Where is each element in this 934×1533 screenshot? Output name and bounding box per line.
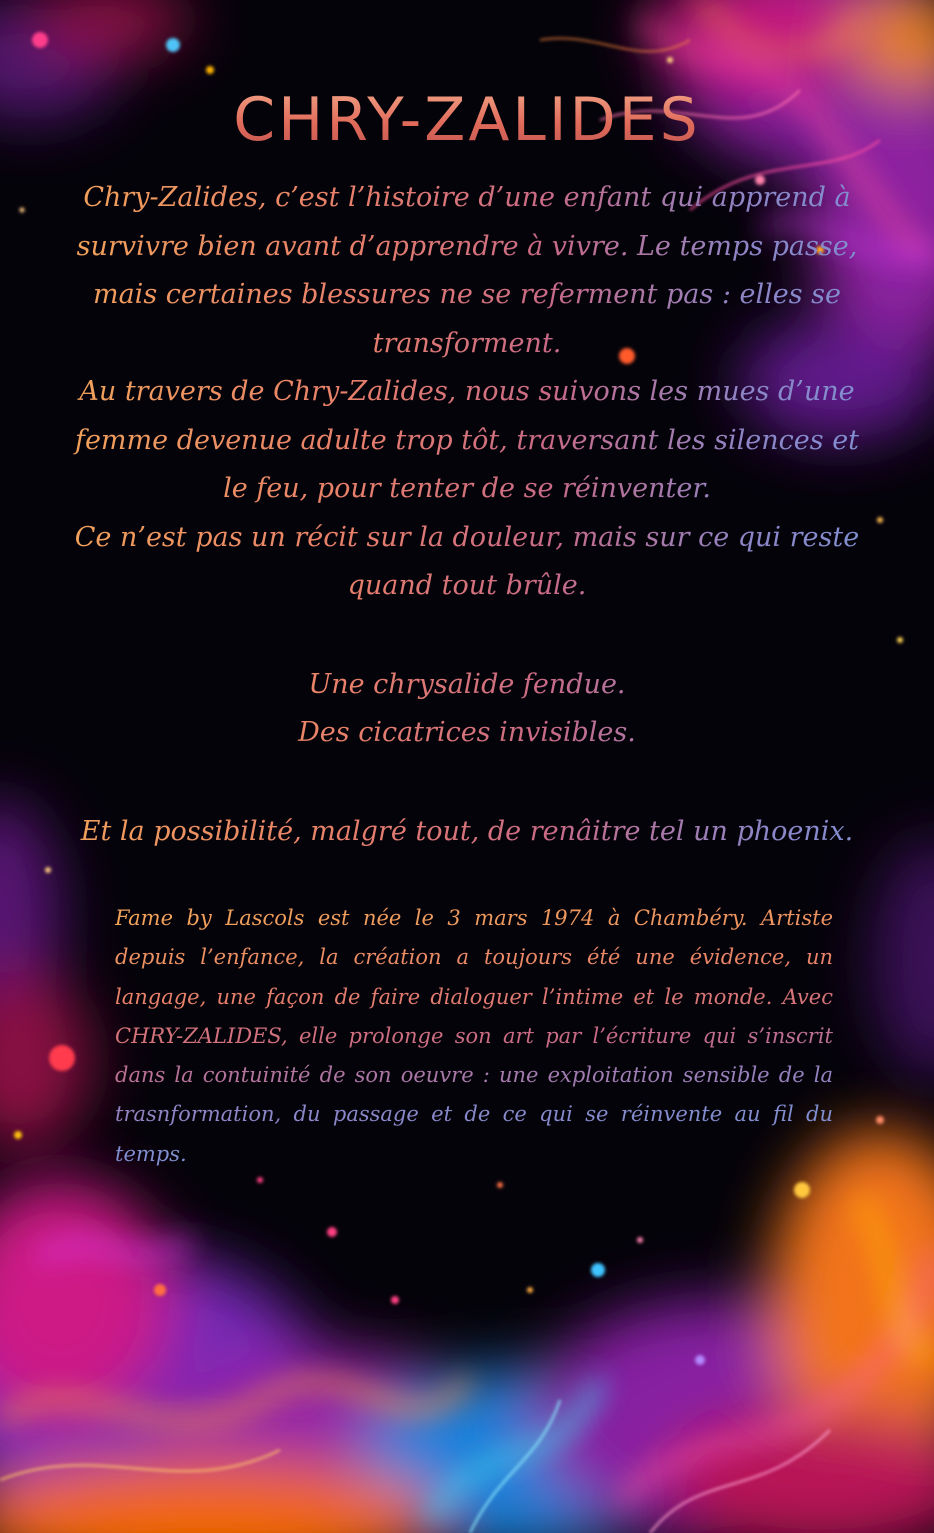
synopsis [60,174,874,611]
synopsis-paragraph-3: Ce n’est pas un récit sur la douleur, mais sur ce qui reste quand tout brûle. [60,514,874,611]
author-bio-text: Fame by Lascols est née le 3 mars 1974 à Chambéry. Artiste depuis l’enfance, la création a toujours été une évidence, un langage, une façon de faire dialoguer l’intime et le monde. Avec CHRY-ZALIDES, elle prolonge son art par l’écriture qui s’inscrit dans la contuinité de son oeuvre : une exploitation sensible de la trasnformation, du passage et de ce qui se réinvente au fil du temps. [115,906,833,1166]
page-title: CHRY-ZALIDES [0,80,934,160]
synopsis-paragraph-2: Au travers de Chry-Zalides, nous suivons les mues d’une femme devenue adulte trop tôt, traversant les silences et le feu, pour tenter de se réinventer. [60,368,874,514]
tagline-2: Des cicatrices invisibles. [60,709,874,757]
author-bio [115,899,833,1174]
smoke-right-side [874,840,934,1080]
taglines [60,661,874,757]
synopsis-paragraph-1: Chry-Zalides, c’est l’histoire d’une enfant qui apprend à survivre bien avant d’apprendre à vivre. Le temps passe, mais certaines blessures ne se referment pas : elles se transforment. [60,174,874,368]
tagline-1: Une chrysalide fendue. [60,661,874,709]
closing-line: Et la possibilité, malgré tout, de renâitre tel un phoenix. [40,808,894,856]
